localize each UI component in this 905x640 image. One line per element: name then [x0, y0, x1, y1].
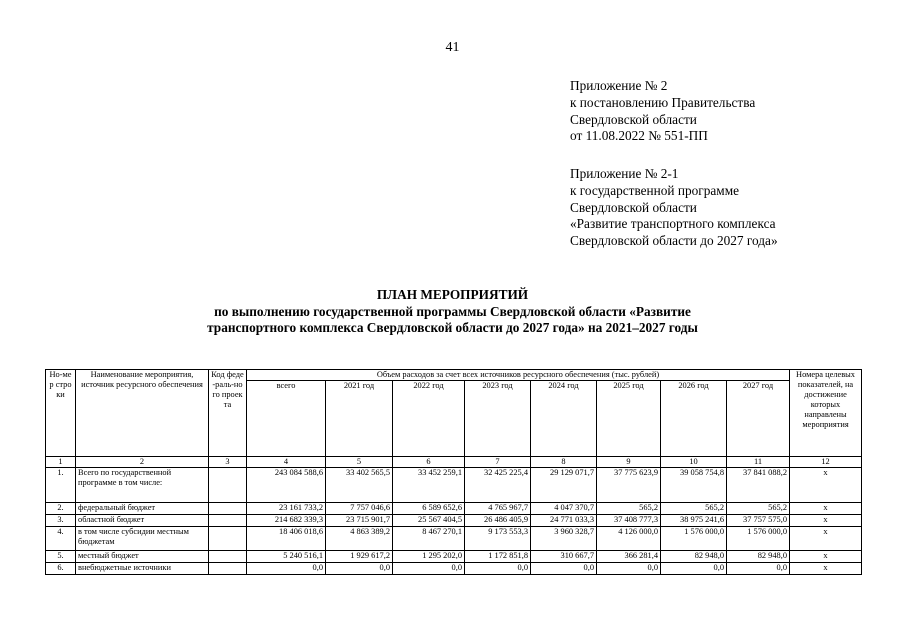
row-2025: 4 126 000,0 [597, 527, 661, 551]
row-2025: 37 408 777,3 [597, 515, 661, 527]
page-number: 41 [445, 40, 460, 55]
column-number: 10 [661, 457, 727, 468]
row-total: 5 240 516,1 [247, 551, 326, 563]
row-code [209, 563, 247, 575]
row-2021: 33 402 565,5 [326, 468, 393, 503]
table-row [46, 551, 862, 563]
row-2023: 32 425 225,4 [465, 468, 531, 503]
appendix-2-1-line: к государственной программе [570, 182, 740, 198]
row-2022: 25 567 404,5 [393, 515, 465, 527]
row-number: 3. [46, 515, 76, 527]
row-2025: 565,2 [597, 503, 661, 515]
row-2027: 37 757 575,0 [727, 515, 790, 527]
row-code [209, 503, 247, 515]
row-2023: 9 173 553,3 [465, 527, 531, 551]
row-2022: 0,0 [393, 563, 465, 575]
row-2022: 33 452 259,1 [393, 468, 465, 503]
row-2026: 0,0 [661, 563, 727, 575]
appendix-2-line: к постановлению Правительства [570, 94, 756, 110]
column-number: 7 [465, 457, 531, 468]
row-number: 2. [46, 503, 76, 515]
column-number: 3 [209, 457, 247, 468]
appendix-2-line: от 11.08.2022 № 551-ПП [570, 128, 708, 144]
column-number: 9 [597, 457, 661, 468]
header-year: 2023 год [465, 381, 531, 457]
row-name: местный бюджет [76, 551, 209, 563]
header-year: 2021 год [326, 381, 393, 457]
row-total: 23 161 733,2 [247, 503, 326, 515]
row-2025: 0,0 [597, 563, 661, 575]
row-2024: 24 771 033,3 [531, 515, 597, 527]
row-2023: 4 765 967,7 [465, 503, 531, 515]
header-year: 2026 год [661, 381, 727, 457]
appendix-2-1-line: Свердловской области [570, 199, 697, 215]
row-indicators: х [790, 551, 862, 563]
plan-table [45, 369, 862, 575]
appendix-2-line: Свердловской области [570, 111, 697, 127]
column-number: 1 [46, 457, 76, 468]
row-total: 18 406 018,6 [247, 527, 326, 551]
column-number: 2 [76, 457, 209, 468]
plan-title-line: ПЛАН МЕРОПРИЯТИЙ [376, 287, 529, 302]
row-total: 214 682 339,3 [247, 515, 326, 527]
row-2026: 39 058 754,8 [661, 468, 727, 503]
header-year: 2027 год [727, 381, 790, 457]
column-number: 11 [727, 457, 790, 468]
appendix-2-1-block [570, 166, 900, 250]
row-code [209, 468, 247, 503]
column-number: 6 [393, 457, 465, 468]
row-name: внебюджетные источники [76, 563, 209, 575]
row-2027: 565,2 [727, 503, 790, 515]
header-year: 2025 год [597, 381, 661, 457]
row-number: 4. [46, 527, 76, 551]
row-2023: 0,0 [465, 563, 531, 575]
row-code [209, 551, 247, 563]
row-indicators: х [790, 527, 862, 551]
row-code [209, 527, 247, 551]
appendix-2-block [570, 78, 900, 145]
table-row [46, 527, 862, 551]
row-2026: 82 948,0 [661, 551, 727, 563]
row-2025: 366 281,4 [597, 551, 661, 563]
row-number: 6. [46, 563, 76, 575]
row-2022: 1 295 202,0 [393, 551, 465, 563]
column-number: 5 [326, 457, 393, 468]
header-row [46, 370, 862, 381]
row-number: 1. [46, 468, 76, 503]
row-name: в том числе субсидии местным бюджетам [76, 527, 209, 551]
header-year: 2022 год [393, 381, 465, 457]
row-2024: 310 667,7 [531, 551, 597, 563]
row-2021: 23 715 901,7 [326, 515, 393, 527]
row-2021: 7 757 046,6 [326, 503, 393, 515]
row-name: федеральный бюджет [76, 503, 209, 515]
row-2021: 0,0 [326, 563, 393, 575]
row-name: Всего по государственной программе в том числе: [76, 468, 209, 503]
table-row [46, 515, 862, 527]
row-2025: 37 775 623,9 [597, 468, 661, 503]
row-2021: 4 863 389,2 [326, 527, 393, 551]
row-2024: 29 129 071,7 [531, 468, 597, 503]
column-number: 8 [531, 457, 597, 468]
row-indicators: х [790, 515, 862, 527]
appendix-2-1-line: Приложение № 2-1 [570, 166, 679, 181]
table-row [46, 468, 862, 503]
row-2022: 6 589 652,6 [393, 503, 465, 515]
plan-title-line: по выполнению государственной программы Свердловской области «Развитие [214, 303, 691, 319]
header-name: Наименование мероприятия, источник ресурсного обеспечения [76, 370, 209, 457]
header-indicators: Номера целевых показателей, на достижение которых направлены мероприятия [790, 370, 862, 457]
row-2023: 26 486 405,9 [465, 515, 531, 527]
row-2024: 3 960 328,7 [531, 527, 597, 551]
row-2026: 1 576 000,0 [661, 527, 727, 551]
row-total: 0,0 [247, 563, 326, 575]
appendix-2-1-line: «Развитие транспортного комплекса [570, 216, 776, 232]
row-2026: 38 975 241,6 [661, 515, 727, 527]
plan-title [0, 287, 905, 337]
row-indicators: х [790, 563, 862, 575]
row-2026: 565,2 [661, 503, 727, 515]
row-2024: 0,0 [531, 563, 597, 575]
row-2022: 8 467 270,1 [393, 527, 465, 551]
row-2024: 4 047 370,7 [531, 503, 597, 515]
appendix-2-line: Приложение № 2 [570, 78, 668, 93]
row-2027: 37 841 088,2 [727, 468, 790, 503]
row-2027: 1 576 000,0 [727, 527, 790, 551]
row-2027: 82 948,0 [727, 551, 790, 563]
row-indicators: х [790, 468, 862, 503]
row-2021: 1 929 617,2 [326, 551, 393, 563]
header-row-number: Но-мер стро ки [46, 370, 76, 457]
row-name: областной бюджет [76, 515, 209, 527]
table-row [46, 503, 862, 515]
appendix-2-1-line: Свердловской области до 2027 года» [570, 233, 778, 249]
row-number: 5. [46, 551, 76, 563]
row-2023: 1 172 851,8 [465, 551, 531, 563]
header-total: всего [247, 381, 326, 457]
header-volume: Объем расходов за счет всех источников ресурсного обеспечения (тыс. рублей) [247, 370, 790, 381]
column-number: 4 [247, 457, 326, 468]
column-number: 12 [790, 457, 862, 468]
column-number-row [46, 457, 862, 468]
table-row [46, 563, 862, 575]
plan-title-line: транспортного комплекса Свердловской области до 2027 года» на 2021–2027 годы [207, 320, 698, 335]
row-indicators: х [790, 503, 862, 515]
row-total: 243 084 588,6 [247, 468, 326, 503]
header-code: Код феде-раль-ного проекта [209, 370, 247, 457]
header-year: 2024 год [531, 381, 597, 457]
row-2027: 0,0 [727, 563, 790, 575]
row-code [209, 515, 247, 527]
